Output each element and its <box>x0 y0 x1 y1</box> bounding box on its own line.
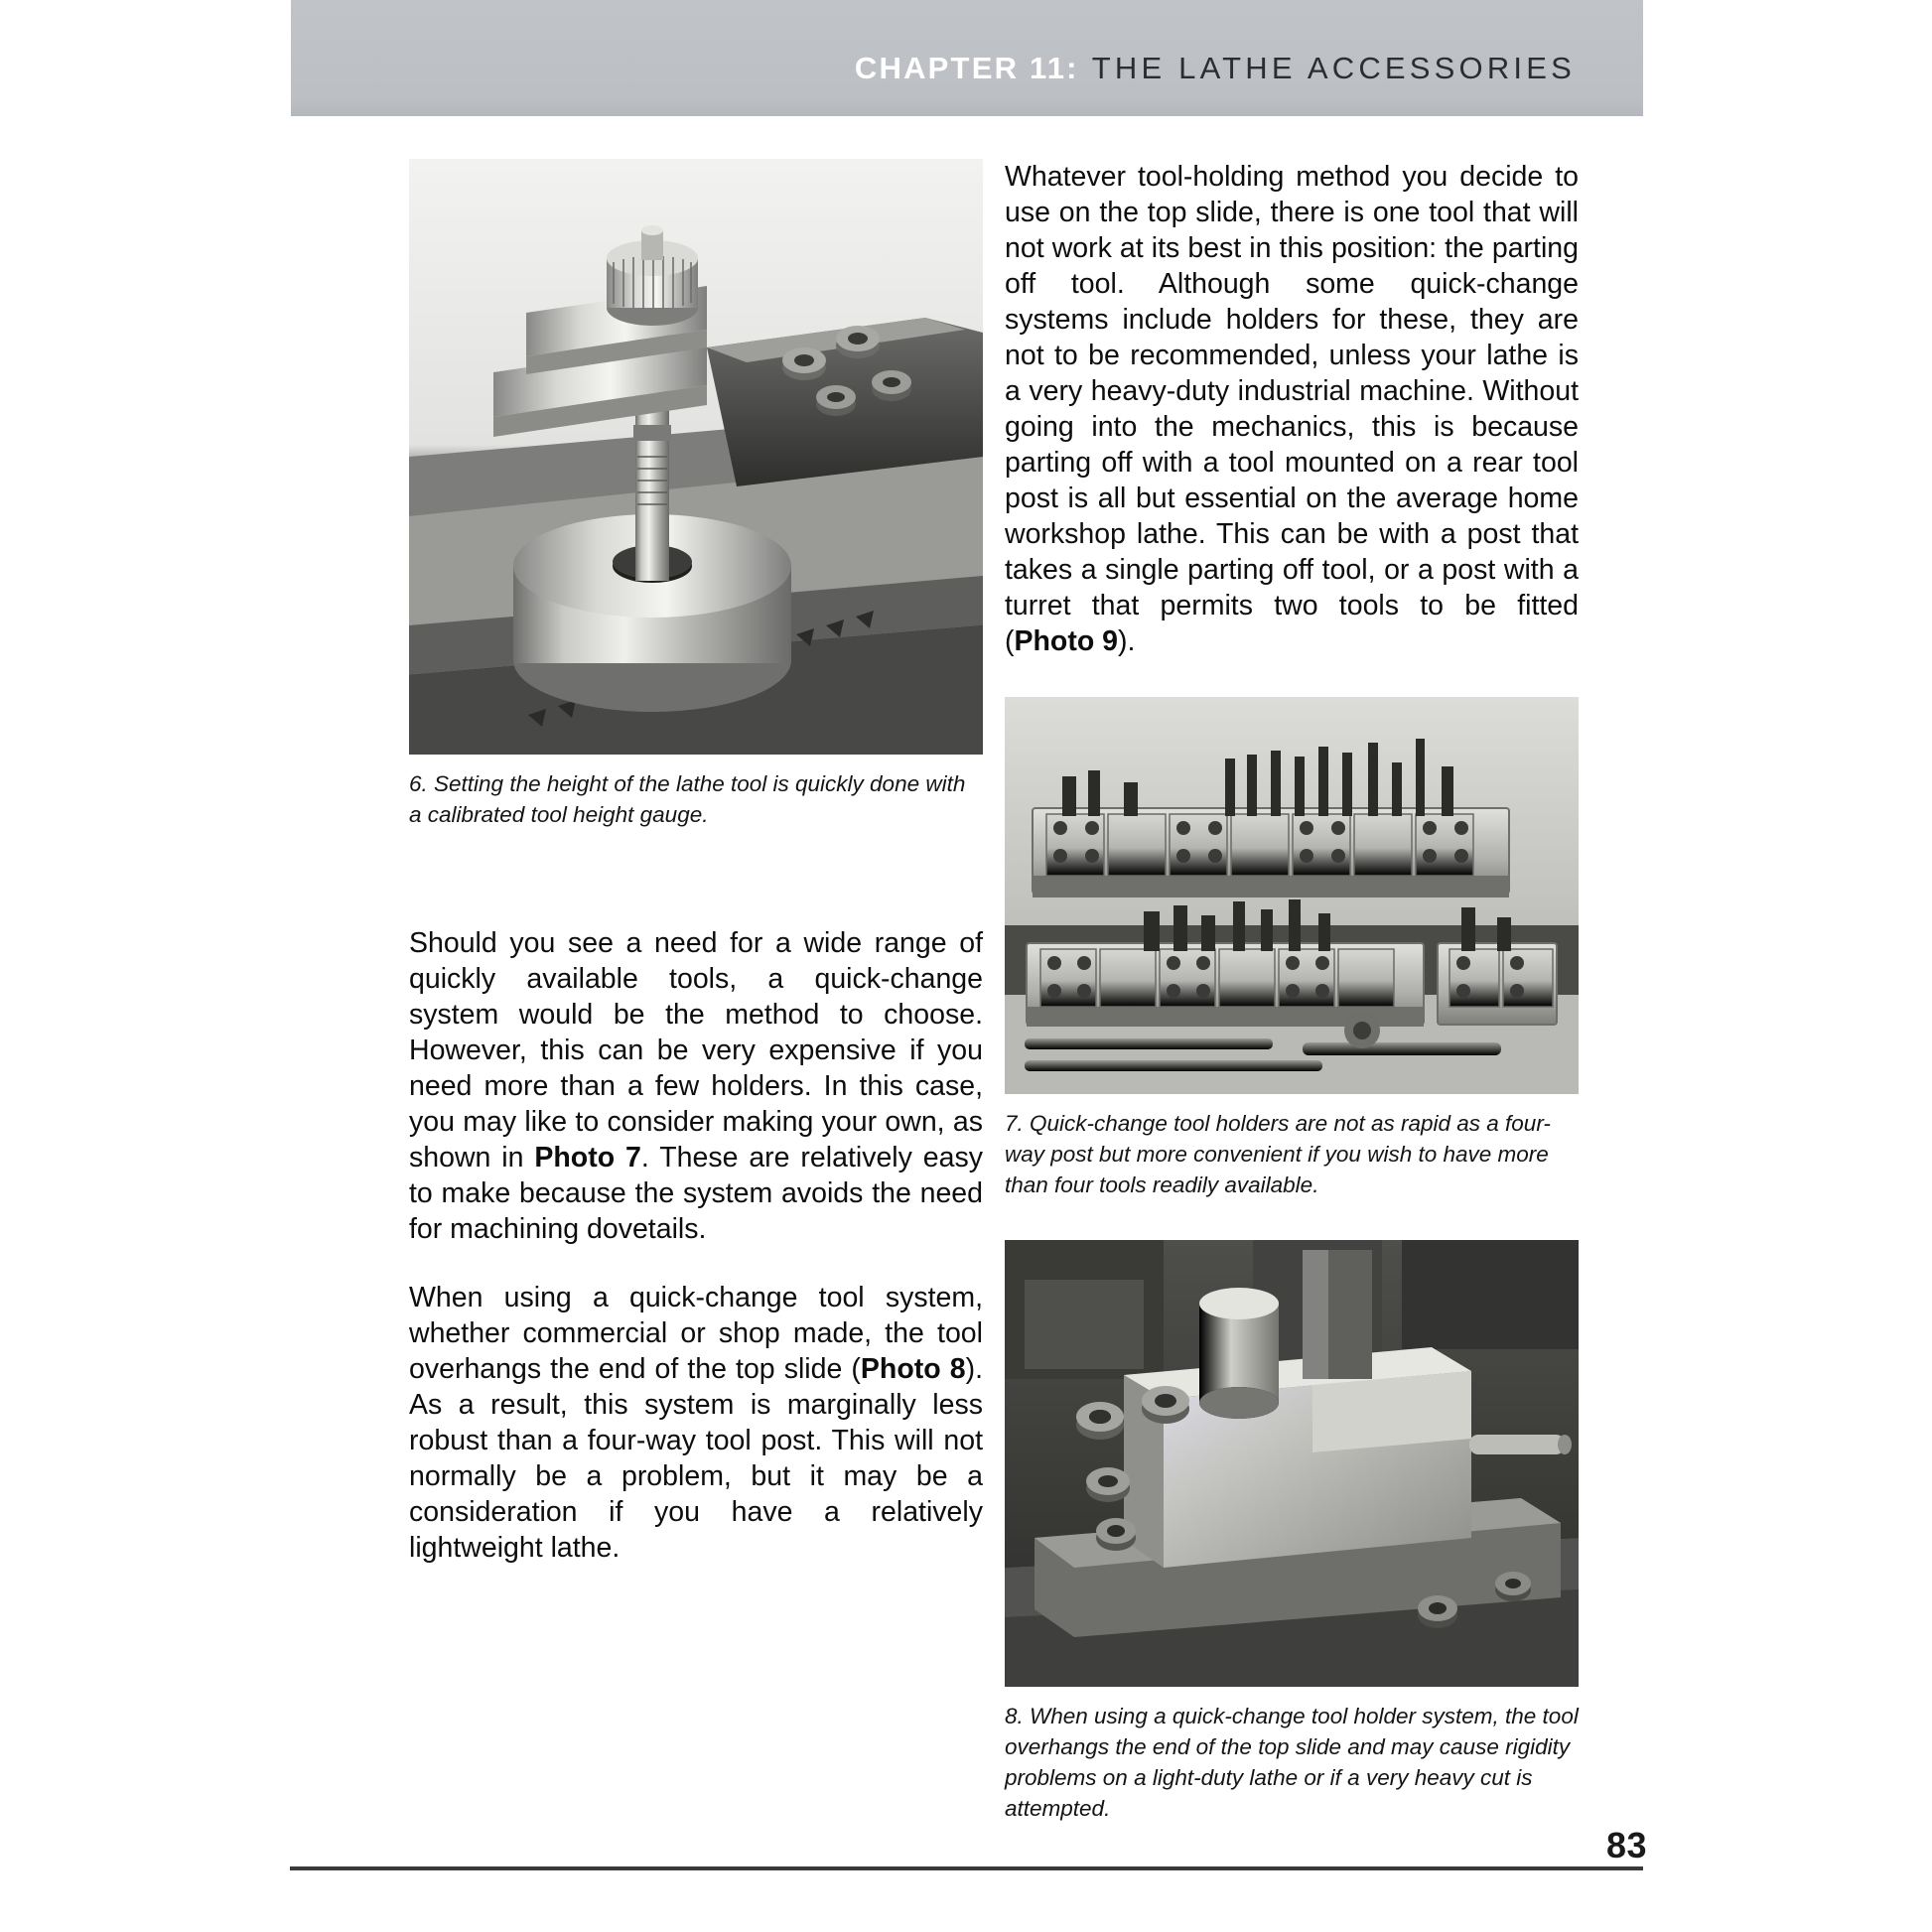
header-chapter-label: CHAPTER 11 <box>854 51 1067 85</box>
photo-7-quick-change-tool-holders <box>1005 697 1579 1094</box>
left-column <box>409 159 983 1566</box>
left-paragraph-2-part-b: ). As a result, this system is marginally less robust than a four-way tool post. This will not normally be a problem, but it may be a consideration if you have a relatively lightweight lathe. <box>409 1353 983 1564</box>
page-number: 83 <box>1605 1825 1647 1865</box>
photo-6-tool-height-gauge <box>409 159 983 755</box>
right-column <box>1005 159 1579 1824</box>
footer-rule <box>290 1866 1643 1870</box>
header-chapter-title-text: THE LATHE ACCESSORIES <box>1091 51 1576 85</box>
left-paragraph-2 <box>409 1280 983 1566</box>
right-paragraph-1-part-b: ). <box>1118 625 1136 657</box>
left-paragraph-1-part-a: Should you see a need for a wide range of quickly available tools, a quick-change system would be the method to choose. However, this can be very expensive if you need more than a few holders. In this case, you may like to consider making your own, as shown in <box>409 927 983 1173</box>
photo-6-caption: 6. Setting the height of the lathe tool is quickly done with a calibrated tool height gauge. <box>409 771 966 827</box>
left-paragraph-1-part-b: . These are relatively easy to make because the system avoids the need for machining dovetails. <box>409 1142 983 1245</box>
left-paragraph-1 <box>409 925 983 1247</box>
right-paragraph-1-photo-ref: Photo 9 <box>1014 625 1118 657</box>
photo-8-tool-holder-on-top-slide <box>1005 1240 1579 1687</box>
running-header-bar <box>291 0 1643 116</box>
header-separator: : <box>1066 51 1079 85</box>
photo-8-caption: 8. When using a quick-change tool holder system, the tool overhangs the end of the top slide and may cause rigidity problems on a light-duty lathe or if a very heavy cut is attempted. <box>1005 1704 1579 1821</box>
left-paragraph-1-photo-ref: Photo 7 <box>534 1142 641 1173</box>
right-paragraph-1-part-a: Whatever tool-holding method you decide to use on the top slide, there is one tool that will not work at its best in this position: the parting off tool. Although some quick-change systems include holders for these, they are not to be recommended, unless your lathe is a very heavy-duty industrial machine. Without going into the mechanics, this is because parting off with a tool mounted on a rear tool post is all but essential on the average home workshop lathe. This can be with a post that takes a single parting off tool, or a post with a turret that permits two tools to be fitted ( <box>1005 161 1579 657</box>
left-paragraph-2-part-a: When using a quick-change tool system, whether commercial or shop made, the tool overhangs the end of the top slide ( <box>409 1282 983 1385</box>
right-paragraph-1 <box>1005 159 1579 659</box>
running-header-text <box>855 51 1576 86</box>
left-paragraph-2-photo-ref: Photo 8 <box>860 1353 966 1385</box>
header-chapter-title <box>1079 51 1092 85</box>
photo-7-caption: 7. Quick-change tool holders are not as rapid as a four-way post but more convenient if you wish to have more than four tools readily available. <box>1005 1111 1551 1197</box>
